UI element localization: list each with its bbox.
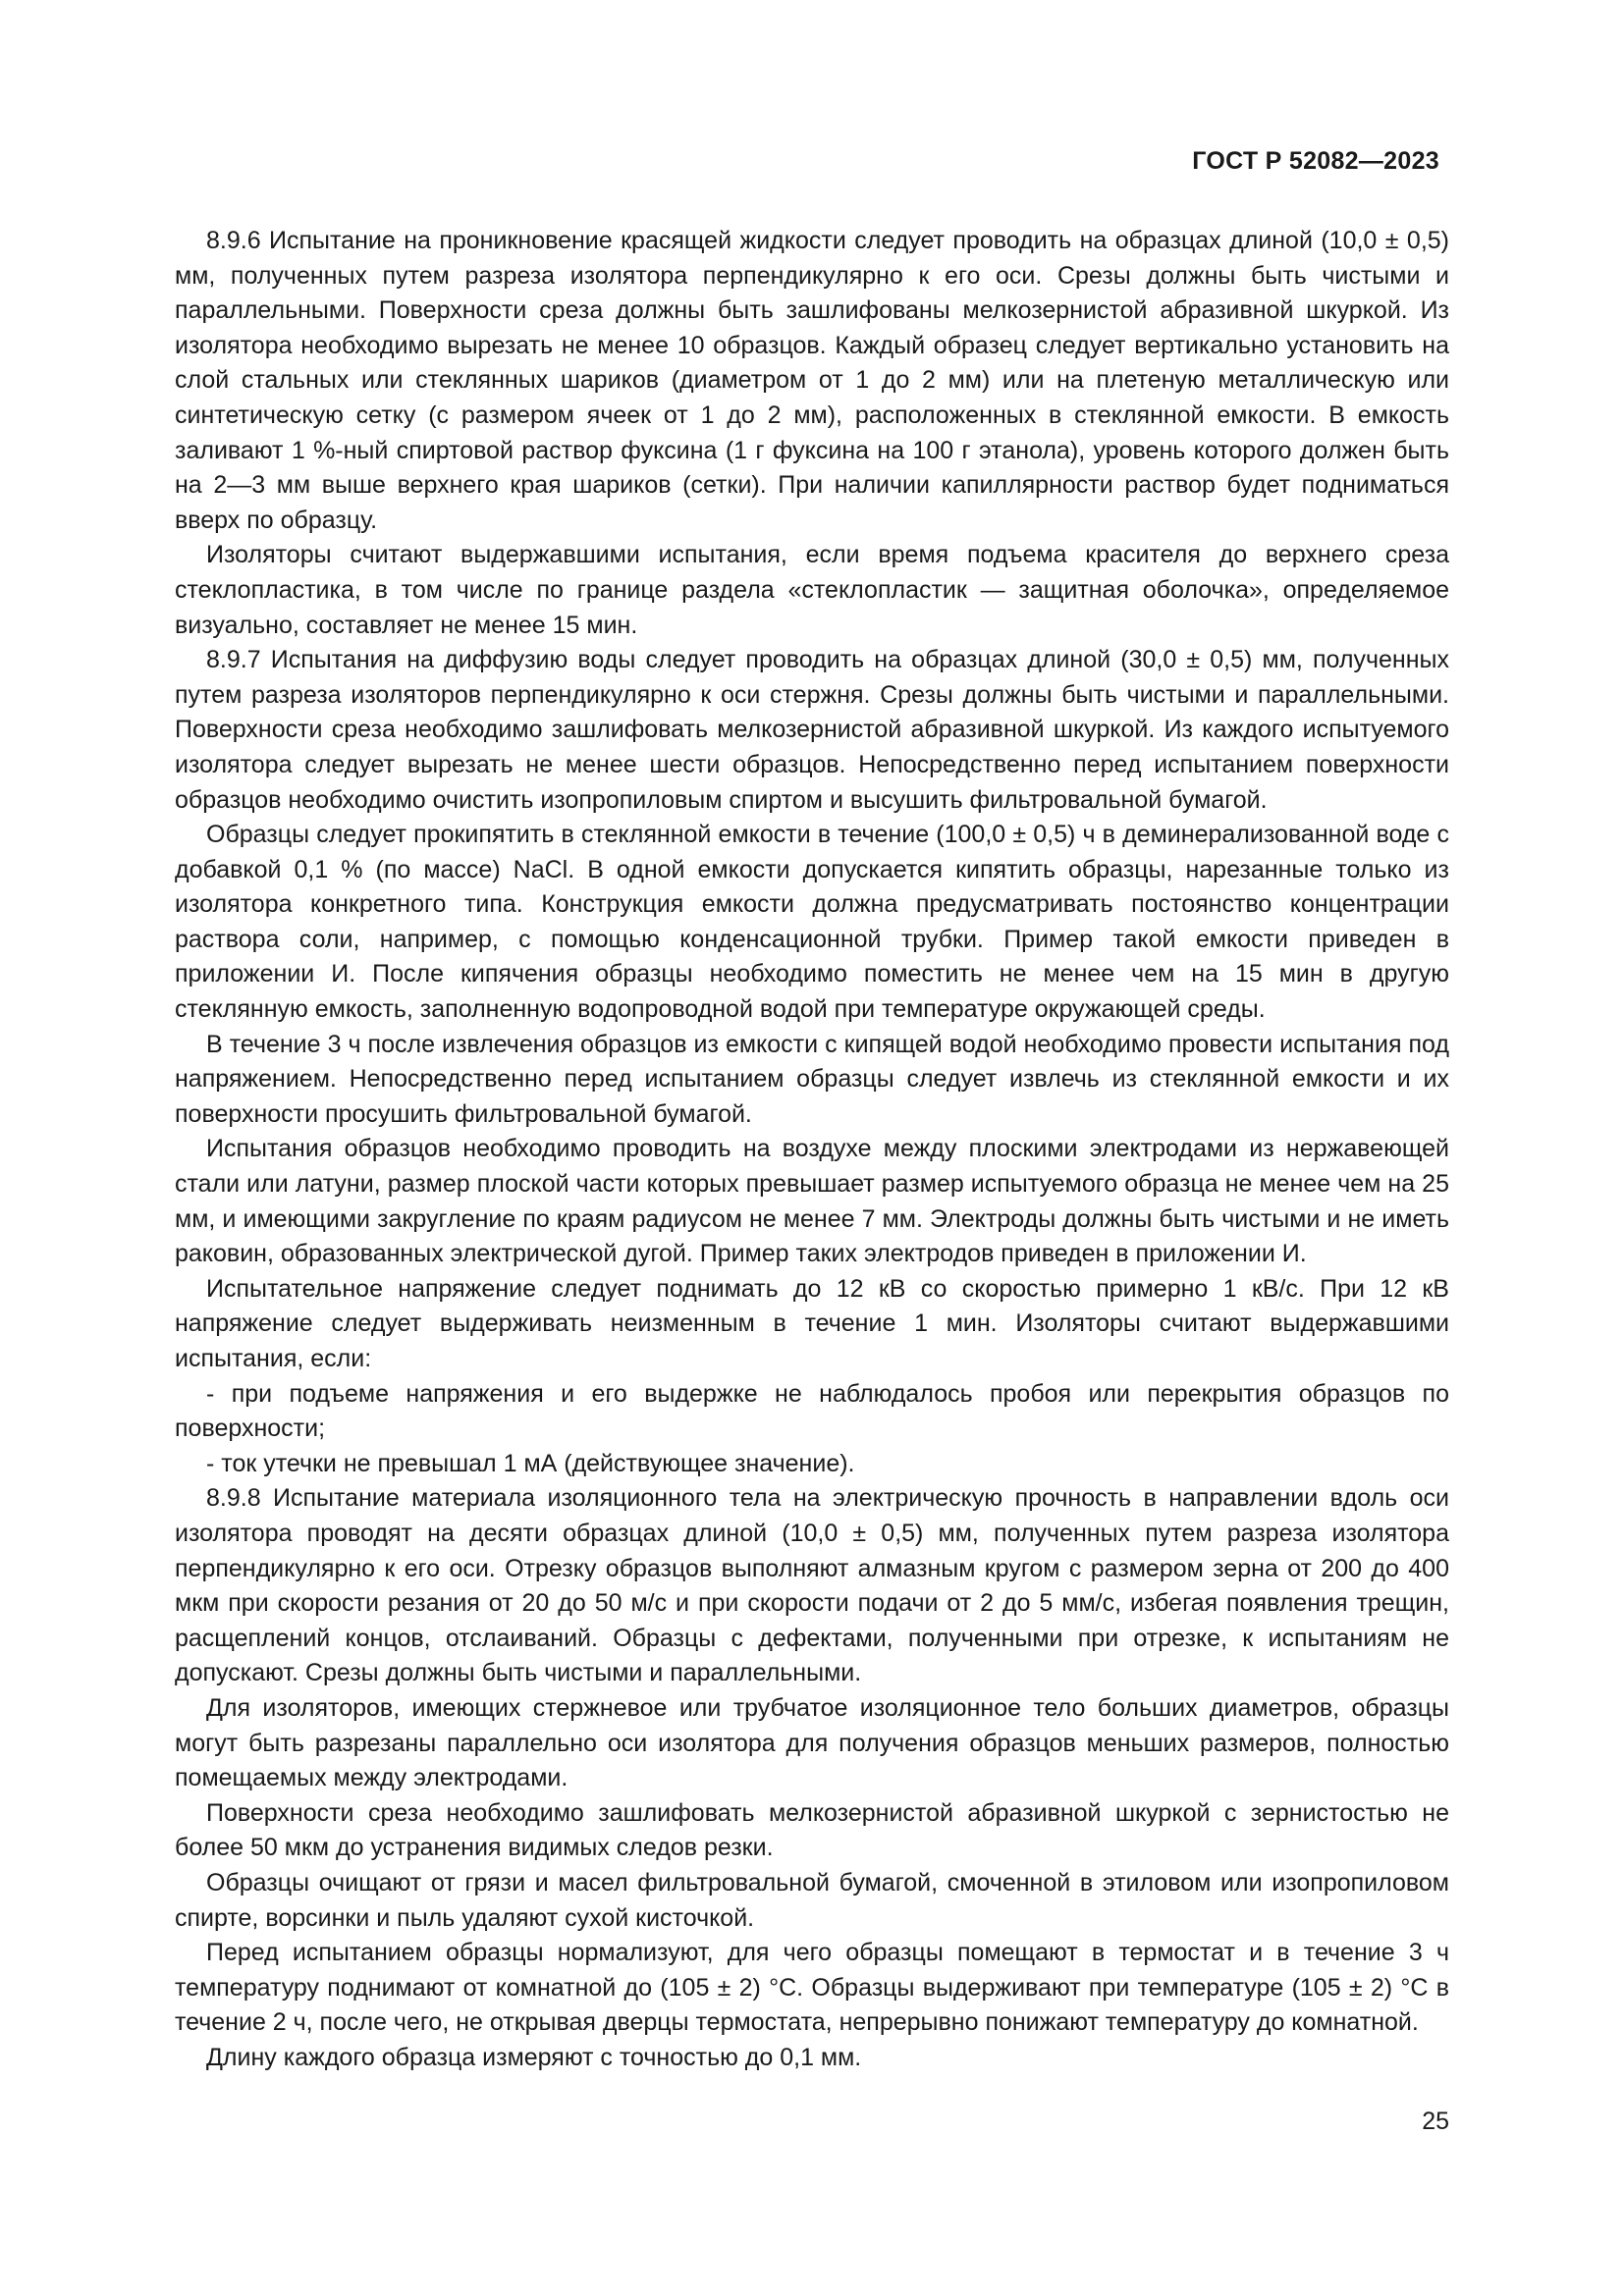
paragraph: Испытательное напряжение следует поднимать до 12 кВ со скоростью примерно 1 кВ/с. При 12 кВ напряжение следует выдерживать неизменным в течение 1 мин. Изоляторы считают выдержавшими испытания, если: <box>175 1274 1449 1372</box>
paragraph: Перед испытанием образцы нормализуют, для чего образцы помещают в термостат и в течение 3 ч температуру поднимают от комнатной до (105 ± 2) °С. Образцы выдерживают при температуре (105 ± 2) °С в течение 2 ч, после чего, не открывая дверцы термостата, непрерывно понижают температуру до комнатной. <box>175 1939 1449 2037</box>
standard-code-header: ГОСТ Р 52082—2023 <box>1192 147 1439 175</box>
paragraph-8-9-6: 8.9.6 Испытание на проникновение красящей жидкости следует проводить на образцах длиной (10,0 ± 0,5) мм, полученных путем разреза изолятора перпендикулярно к его оси. Срезы должны быть чистыми и параллельными. Поверхности среза должны быть зашлифованы мелкозернистой абразивной шкуркой. Из изолятора необходимо вырезать не менее 10 образцов. Каждый образец следует вертикально установить на слой стальных или стеклянных шариков (диаметром от 1 до 2 мм) или на плетеную металлическую или синтетическую сетку (с размером ячеек от 1 до 2 мм), расположенных в стеклянной емкости. В емкость заливают 1 %-ный спиртовой раствор фуксина (1 г фуксина на 100 г этанола), уровень которого должен быть на 2—3 мм выше верхнего края шариков (сетки). При наличии капиллярности раствор будет подниматься вверх по образцу. <box>175 227 1449 534</box>
paragraph: Изоляторы считают выдержавшими испытания, если время подъема красителя до верхнего среза стеклопластика, в том числе по границе раздела «стеклопластик — защитная оболочка», определяемое визуально, составляет не менее 15 мин. <box>175 541 1449 639</box>
paragraph: Длину каждого образца измеряют с точностью до 0,1 мм. <box>206 2043 862 2071</box>
paragraph: Поверхности среза необходимо зашлифовать мелкозернистой абразивной шкуркой с зернистостью не более 50 мкм до устранения видимых следов резки. <box>175 1798 1449 1862</box>
list-item: - при подъеме напряжения и его выдержке не наблюдалось пробоя или перекрытия образцов по поверхности; <box>175 1379 1449 1443</box>
page-number: 25 <box>1422 2108 1449 2135</box>
document-body <box>175 224 1449 2075</box>
paragraph: В течение 3 ч после извлечения образцов из емкости с кипящей водой необходимо провести испытания под напряжением. Непосредственно перед испытанием образцы следует извлечь из стеклянной емкости и их поверхности просушить фильтровальной бумагой. <box>175 1030 1449 1128</box>
paragraph: Образцы очищают от грязи и масел фильтровальной бумагой, смоченной в этиловом или изопропиловом спирте, ворсинки и пыль удаляют сухой кисточкой. <box>175 1868 1449 1932</box>
paragraph: Образцы следует прокипятить в стеклянной емкости в течение (100,0 ± 0,5) ч в деминерализованной воде с добавкой 0,1 % (по массе) NaCl. В одной емкости допускается кипятить образцы, нарезанные только из изолятора конкретного типа. Конструкция емкости должна предусматривать постоянство концентрации раствора соли, например, с помощью конденсационной трубки. Пример такой емкости приведен в приложении И. После кипячения образцы необходимо поместить не менее чем на 15 мин в другую стеклянную емкость, заполненную водопроводной водой при температуре окружающей среды. <box>175 821 1449 1024</box>
paragraph-8-9-8: 8.9.8 Испытание материала изоляционного тела на электрическую прочность в направлении вдоль оси изолятора проводят на десяти образцах длиной (10,0 ± 0,5) мм, полученных путем разреза изолятора перпендикулярно к его оси. Отрезку образцов выполняют алмазным кругом с размером зерна от 200 до 400 мкм при скорости резания от 20 до 50 м/с и при скорости подачи от 2 до 5 мм/с, избегая появления трещин, расщеплений концов, отслаиваний. Образцы с дефектами, полученными при отрезке, к испытаниям не допускают. Срезы должны быть чистыми и параллельными. <box>175 1484 1449 1687</box>
paragraph: Испытания образцов необходимо проводить на воздухе между плоскими электродами из нержавеющей стали или латуни, размер плоской части которых превышает размер испытуемого образца не менее чем на 25 мм, и имеющими закругление по краям радиусом не менее 7 мм. Электроды должны быть чистыми и не иметь раковин, образованных электрической дугой. Пример таких электродов приведен в приложении И. <box>175 1135 1449 1268</box>
list-item: - ток утечки не превышал 1 мА (действующее значение). <box>206 1449 855 1477</box>
paragraph-8-9-7: 8.9.7 Испытания на диффузию воды следует проводить на образцах длиной (30,0 ± 0,5) мм, полученных путем разреза изоляторов перпендикулярно к оси стержня. Срезы должны быть чистыми и параллельными. Поверхности среза необходимо зашлифовать мелкозернистой абразивной шкуркой. Из каждого испытуемого изолятора следует вырезать не менее шести образцов. Непосредственно перед испытанием поверхности образцов необходимо очистить изопропиловым спиртом и высушить фильтровальной бумагой. <box>175 646 1449 814</box>
paragraph: Для изоляторов, имеющих стержневое или трубчатое изоляционное тело больших диаметров, образцы могут быть разрезаны параллельно оси изолятора для получения образцов меньших размеров, полностью помещаемых между электродами. <box>175 1693 1449 1792</box>
